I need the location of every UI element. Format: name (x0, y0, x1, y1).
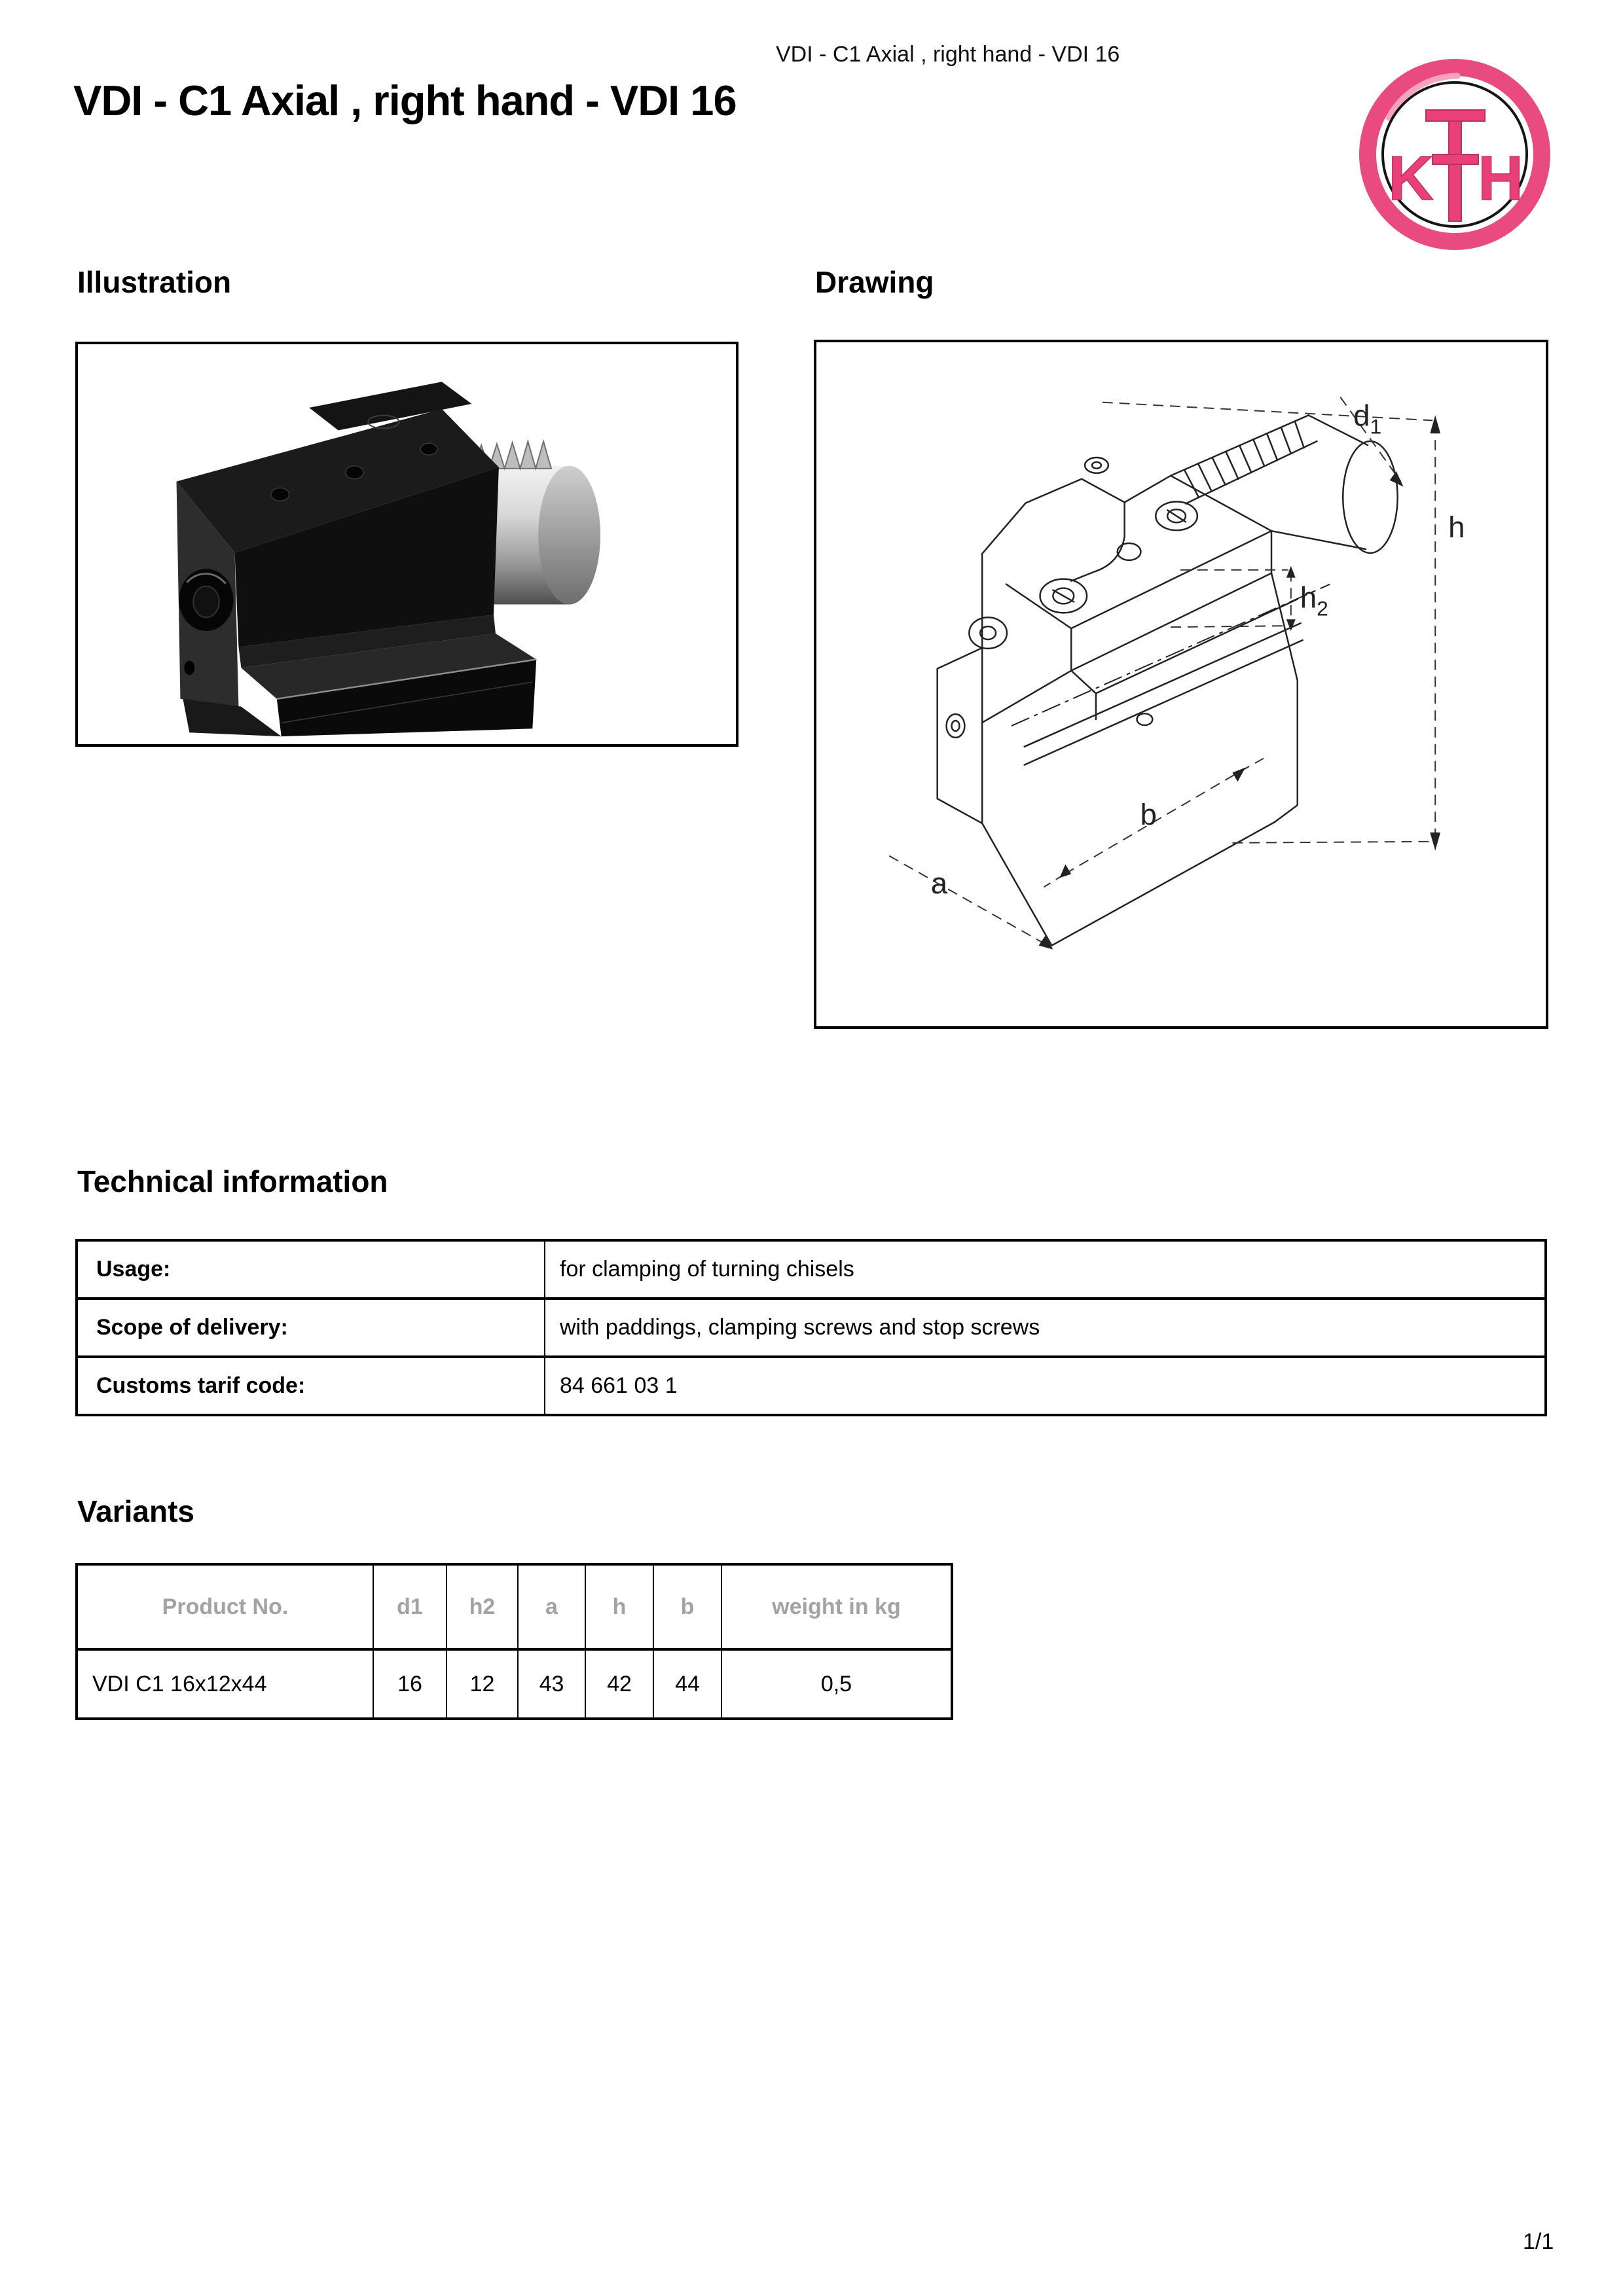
logo-letter-h: H (1478, 143, 1523, 213)
technical-drawing (816, 342, 1546, 1026)
column-header-h: h (585, 1566, 653, 1648)
illustration-box (75, 342, 739, 747)
dimension-arrowheads (1039, 415, 1441, 949)
part-outline (938, 415, 1398, 945)
table-row (78, 1242, 1544, 1297)
logo-letter-k: K (1388, 143, 1434, 213)
section-heading-technical: Technical information (77, 1164, 388, 1198)
variant-a: 43 (517, 1651, 585, 1717)
logo-letter-f (1426, 110, 1485, 221)
variant-d1: 16 (373, 1651, 446, 1717)
row-label-usage: Usage: (78, 1242, 545, 1297)
column-header-h2: h2 (446, 1566, 517, 1648)
page-title: VDI - C1 Axial , right hand - VDI 16 (73, 77, 737, 124)
dim-label-h2: $h_2$ (1300, 581, 1328, 620)
socket-hole-inner (193, 586, 219, 617)
dim-label-h: h (1448, 511, 1465, 545)
row-value-scope: with paddings, clamping screws and stop screws (560, 1315, 1040, 1340)
variants-table (75, 1563, 953, 1720)
shank-end-cap (538, 466, 600, 605)
section-heading-variants: Variants (77, 1494, 194, 1528)
row-label-customs: Customs tarif code: (78, 1358, 545, 1414)
kfh-logo-icon (1359, 59, 1550, 250)
page-number: 1/1 (1523, 2229, 1554, 2254)
technical-info-table (75, 1239, 1547, 1416)
table-row (78, 1355, 1544, 1414)
variant-h2: 12 (446, 1651, 517, 1717)
variant-b: 44 (653, 1651, 721, 1717)
variant-row (78, 1648, 951, 1717)
small-side-hole (184, 660, 194, 675)
variants-header-row (78, 1566, 951, 1648)
variant-h: 42 (585, 1651, 653, 1717)
section-heading-drawing: Drawing (815, 265, 934, 299)
column-header-d1: d1 (373, 1566, 446, 1648)
column-header-b: b (653, 1566, 721, 1648)
column-header-a: a (517, 1566, 585, 1648)
dim-label-a: a (930, 867, 948, 901)
dimension-labels (931, 399, 1465, 900)
drawing-box (814, 340, 1548, 1029)
dimension-lines (889, 397, 1435, 946)
company-logo (1359, 59, 1550, 250)
row-value-usage: for clamping of turning chisels (560, 1257, 854, 1282)
dim-label-d1: $d_1$ (1353, 399, 1382, 439)
section-heading-illustration: Illustration (77, 265, 232, 299)
table-row (78, 1297, 1544, 1355)
column-header-product-no: Product No. (162, 1594, 289, 1619)
row-value-customs: 84 661 03 1 (560, 1373, 678, 1398)
product-photo (78, 344, 736, 744)
variant-product-no: VDI C1 16x12x44 (92, 1671, 267, 1696)
column-header-weight: weight in kg (721, 1566, 951, 1648)
row-label-scope: Scope of delivery: (78, 1300, 545, 1355)
variant-weight: 0,5 (721, 1651, 951, 1717)
dim-label-b: b (1140, 797, 1157, 831)
center-line (1012, 584, 1330, 726)
page-running-header: VDI - C1 Axial , right hand - VDI 16 (776, 42, 1120, 67)
